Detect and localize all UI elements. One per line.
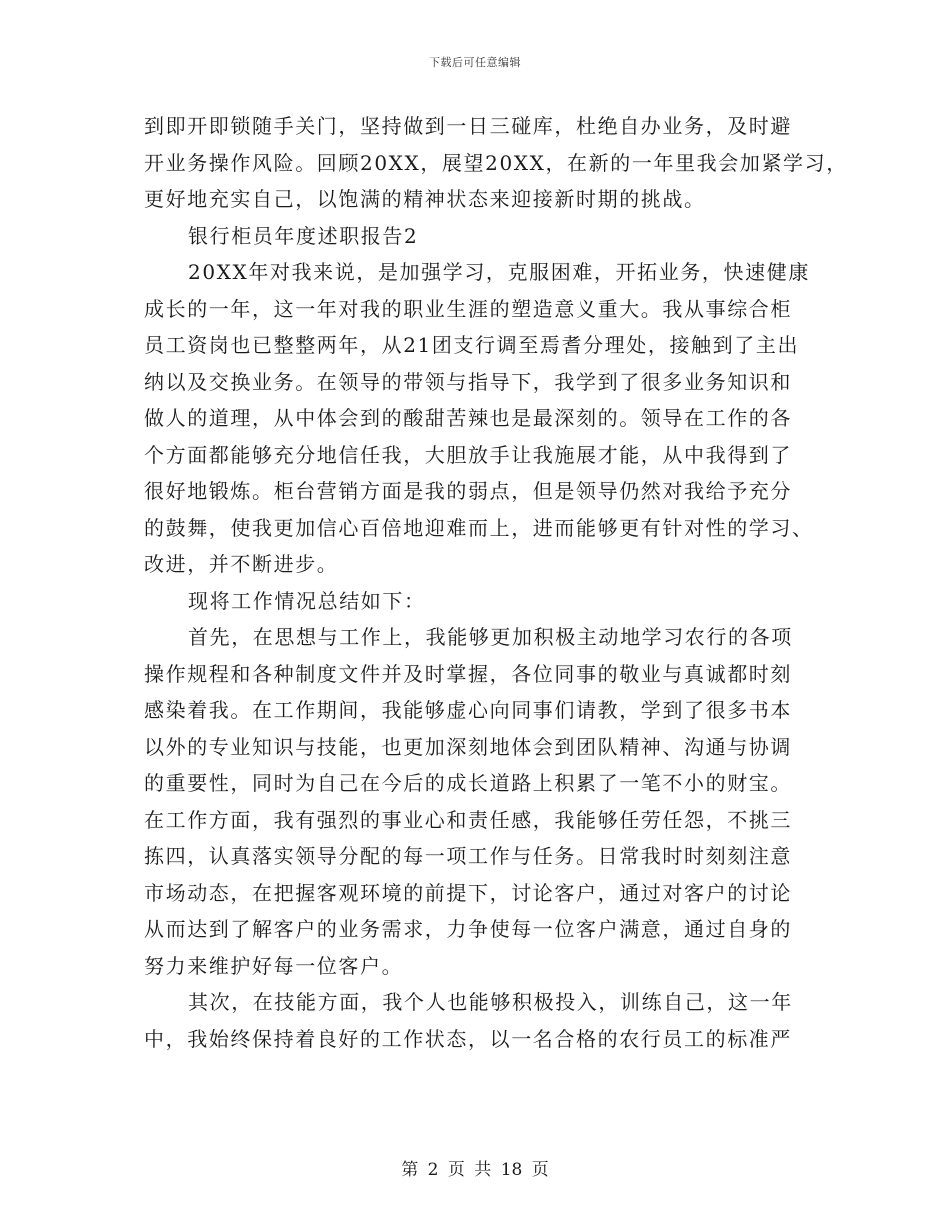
body-line: 从而达到了解客户的业务需求，力争使每一位客户满意，通过自身的 [144,917,792,941]
body-line: 20XX年对我来说，是加强学习，克服困难，开拓业务，快速健康 [188,260,810,284]
body-line: 中，我始终保持着良好的工作状态，以一名合格的农行员工的标准严 [144,1026,792,1051]
body-line: 拣四，认真落实领导分配的每一项工作与任务。日常我时时刻刻注意 [144,844,792,868]
body-line: 更好地充实自己，以饱满的精神状态来迎接新时期的挑战。 [144,187,706,211]
body-line: 操作规程和各种制度文件并及时掌握，各位同事的敬业与真诚都时刻 [144,661,792,686]
body-line: 成长的一年，这一年对我的职业生涯的塑造意义重大。我从事综合柜 [144,296,792,321]
body-line: 其次，在技能方面，我个人也能够积极投入，训练自己，这一年 [188,990,793,1014]
body-line: 改进，并不断进步。 [144,552,339,576]
document-body [144,108,848,1057]
body-line: 很好地锻炼。柜台营销方面是我的弱点，但是领导仍然对我给予充分 [144,479,792,503]
body-line: 市场动态，在把握客观环境的前提下，讨论客户，通过对客户的讨论 [144,880,792,905]
body-line: 个方面都能够充分地信任我，大胆放手让我施展才能，从中我得到了 [144,442,792,467]
header-note: 下载后可任意编辑 [429,56,521,69]
page-number-footer: 第 2 页 共 18 页 [401,1160,549,1180]
body-line: 努力来维护好每一位客户。 [144,953,404,978]
body-line: 的重要性，同时为自己在今后的成长道路上积累了一笔不小的财宝。 [144,771,792,795]
section-heading: 银行柜员年度述职报告2 [188,223,419,248]
body-line: 纳以及交换业务。在领导的带领与指导下，我学到了很多业务知识和 [144,369,792,394]
body-line: 员工资岗也已整整两年，从21团支行调至焉耆分理处，接触到了主出 [144,333,800,357]
body-line: 做人的道理，从中体会到的酸甜苦辣也是最深刻的。领导在工作的各 [144,406,792,430]
body-line: 现将工作情况总结如下： [188,588,426,613]
body-line: 在工作方面，我有强烈的事业心和责任感，我能够任劳任怨，不挑三 [144,807,792,832]
body-line: 以外的专业知识与技能，也更加深刻地体会到团队精神、沟通与协调 [144,734,792,759]
body-line: 的鼓舞，使我更加信心百倍地迎难而上，进而能够更有针对性的学习、 [144,515,814,540]
body-line: 首先，在思想与工作上，我能够更加积极主动地学习农行的各项 [188,625,793,649]
body-line: 感染着我。在工作期间，我能够虚心向同事们请教，学到了很多书本 [144,698,792,722]
body-line: 开业务操作风险。回顾20XX，展望20XX，在新的一年里我会加紧学习， [144,150,848,175]
body-line: 到即开即锁随手关门，坚持做到一日三碰库，杜绝自办业务，及时避 [144,114,792,138]
